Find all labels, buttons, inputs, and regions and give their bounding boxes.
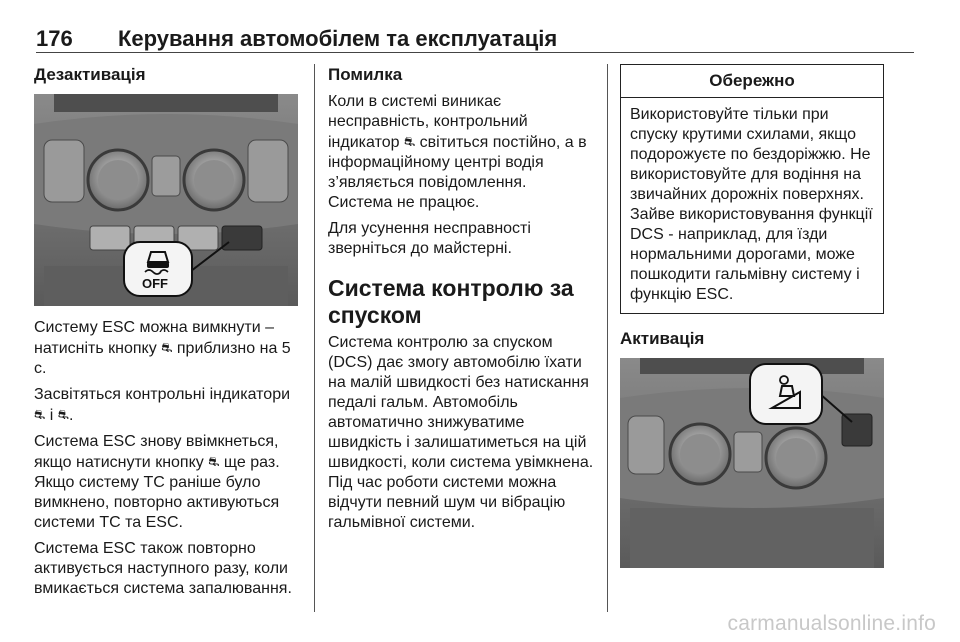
para-indicators: Засвітяться контрольні індикатори ⛐ і ⛐. <box>34 386 291 424</box>
heading-fault: Помилка <box>328 65 403 84</box>
watermark: carmanualsonline.info <box>727 612 936 635</box>
traction-off-icon: ⛐ <box>161 340 173 355</box>
traction-off-icon: ⛐ <box>208 454 220 469</box>
console-illustration <box>34 94 298 306</box>
photo-dcs-button <box>620 358 884 568</box>
section-title-dcs: Система контролю за спуском <box>328 275 574 328</box>
para-fault: Коли в системі виникає несправність, контрольний індикатор ⛐ світиться постійно, а в інформаційному центрі водія з’являється повідомлення. Система не працює. <box>328 93 587 211</box>
para-ignition: Система ESC також повторно активується наступного разу, коли вмикається система запалювання. <box>34 540 292 597</box>
column-warning-activation <box>620 64 886 568</box>
para-reactivate: Система ESC знову ввімкнеться, якщо натиснути кнопку ⛐ ще раз. Якщо систему TC раніше було вимкнено, повторно активуються системи TC та ESC. <box>34 433 280 531</box>
console-illustration <box>620 358 884 568</box>
column-deactivation <box>34 64 300 599</box>
heading-activation: Активація <box>620 329 705 348</box>
esc-indicator-icon: ⛐ <box>403 134 416 149</box>
esc-indicator-icon: ⛐ <box>34 407 46 422</box>
header-divider <box>36 52 914 53</box>
column-divider-2 <box>607 64 608 612</box>
page-number: 176 <box>36 26 73 51</box>
column-fault-dcs <box>328 64 594 533</box>
warning-text: Використовуйте тільки при спуску крутими схилами, якщо подорожуєте по бездоріжжю. Не використовуйте для водіння на звичайних дорожніх поверхнях. Зайве використовування функції DCS - наприклад, для їзди нормальними дорогами, може пошкодити гальмівну систему і функцію ESC. <box>630 106 873 303</box>
column-divider-1 <box>314 64 315 612</box>
traction-off-icon: ⛐ <box>57 407 69 422</box>
para-workshop: Для усунення несправності зверніться до майстерні. <box>328 220 531 257</box>
photo-esc-button <box>34 94 298 306</box>
page-title: Керування автомобілем та експлуатація <box>118 26 558 51</box>
para-deactivate: Систему ESC можна вимкнути – натисніть кнопку ⛐ приблизно на 5 с. <box>34 319 291 377</box>
para-dcs: Система контролю за спуском (DCS) дає змогу автомобілю їхати на малій швидкості без натискання педалі гальм. Автомобіль автоматично знижуватиме швидкість і залишатиметься на цій швидкості, коли система увімкнена. Під час роботи системи можна відчути певний шум чи вібрацію гальмівної системи. <box>328 334 594 531</box>
warning-box <box>620 64 884 314</box>
photo-off-label: OFF <box>142 276 168 291</box>
warning-title: Обережно <box>621 65 883 98</box>
heading-deactivation: Дезактивація <box>34 65 146 84</box>
